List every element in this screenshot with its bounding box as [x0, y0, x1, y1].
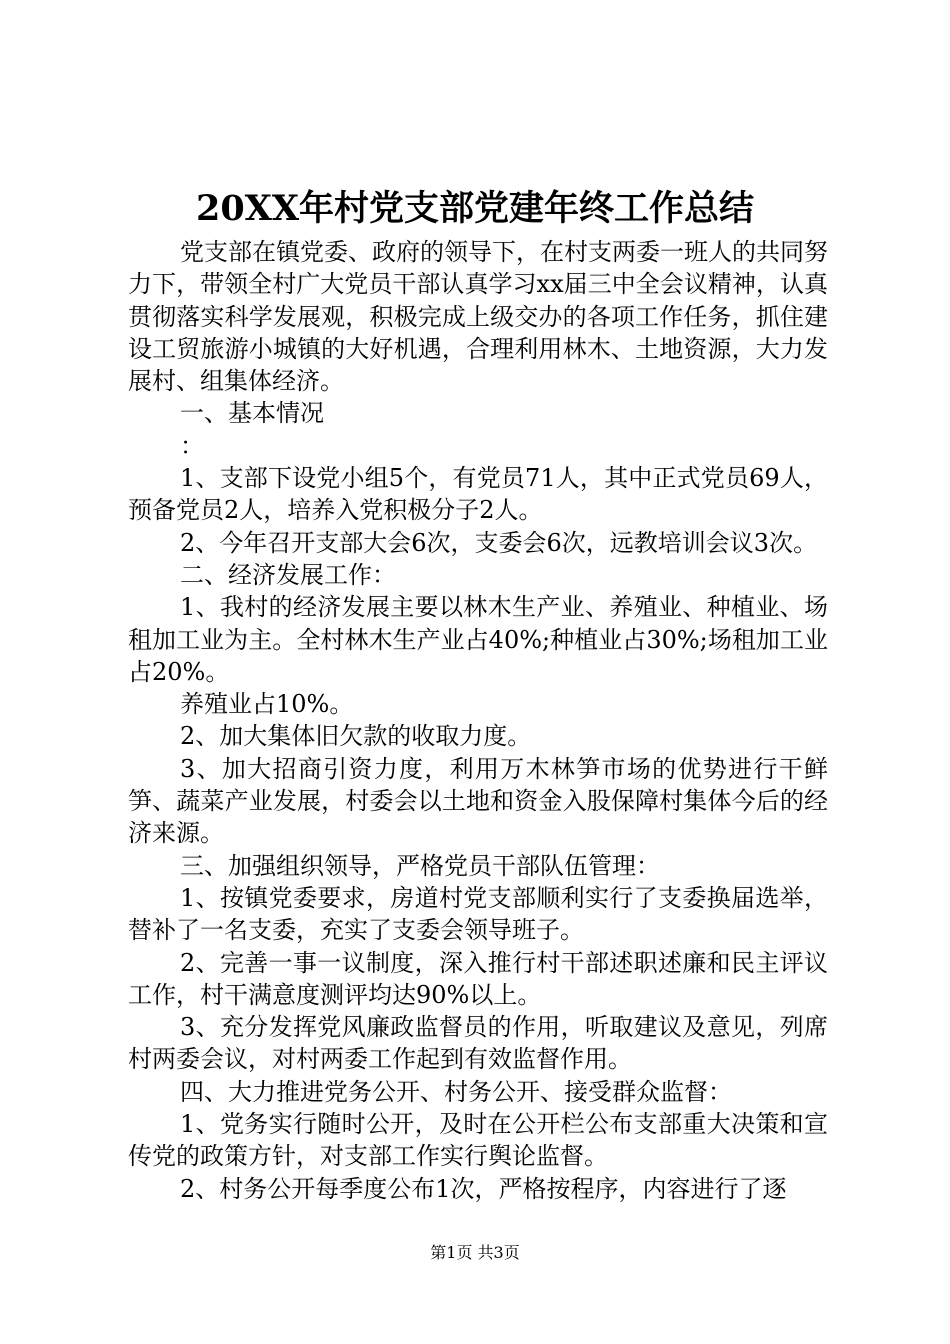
paragraph-economic-1: 1、我村的经济发展主要以林木生产业、养殖业、种植业、场租加工业为主。全村林木生产业占40%;种植业占30%;场租加工业占20%。 [128, 593, 828, 686]
paragraph-basic-2: 2、今年召开支部大会6次，支委会6次，远教培训会议3次。 [180, 528, 818, 557]
paragraph-organization-2: 2、完善一事一议制度，深入推行村干部述职述廉和民主评议工作，村干满意度测评均达90%以上。 [128, 948, 828, 1009]
page-footer: 第1页 共3页 [430, 1243, 520, 1262]
paragraph-organization-1: 1、按镇党委要求，房道村党支部顺利实行了支委换届选举，替补了一名支委，充实了支委会领导班子。 [128, 883, 828, 945]
heading-economic-development: 二、经济发展工作： [180, 560, 396, 589]
paragraph-economic-3: 3、加大招商引资力度，利用万木林笋市场的优势进行干鲜笋、蔬菜产业发展，村委会以土地和资金入股保障村集体今后的经济来源。 [128, 754, 828, 848]
paragraph-transparency-1: 1、党务实行随时公开，及时在公开栏公布支部重大决策和宣传党的政策方针，对支部工作实行舆论监督。 [128, 1110, 828, 1171]
document-title: 20XX年村党支部党建年终工作总结 [195, 188, 755, 229]
paragraph-organization-3: 3、充分发挥党风廉政监督员的作用，听取建议及意见，列席村两委会议，对村两委工作起到有效监督作用。 [128, 1013, 828, 1074]
paragraph-basic-1: 1、支部下设党小组5个，有党员71人，其中正式党员69人，预备党员2人，培养入党积极分子2人。 [128, 464, 828, 525]
paragraph-colon: ： [180, 431, 204, 460]
heading-basic-situation: 一、基本情况 [180, 399, 324, 428]
heading-transparency: 四、大力推进党务公开、村务公开、接受群众监督： [180, 1077, 732, 1106]
paragraph-economic-2: 2、加大集体旧欠款的收取力度。 [180, 722, 532, 751]
paragraph-intro: 党支部在镇党委、政府的领导下，在村支两委一班人的共同努力下，带领全村广大党员干部认真学习xx届三中全会议精神，认真贯彻落实科学发展观，积极完成上级交办的各项工作任务，抓住建设工贸旅游小城镇的大好机遇，合理利用林木、土地资源，大力发展村、组集体经济。 [128, 238, 828, 396]
heading-organization: 三、加强组织领导，严格党员干部队伍管理： [180, 851, 660, 880]
paragraph-economic-1-cont: 养殖业占10%。 [180, 690, 354, 719]
document-body [128, 236, 828, 1205]
paragraph-transparency-2: 2、村务公开每季度公布1次，严格按程序，内容进行了逐 [180, 1174, 787, 1203]
